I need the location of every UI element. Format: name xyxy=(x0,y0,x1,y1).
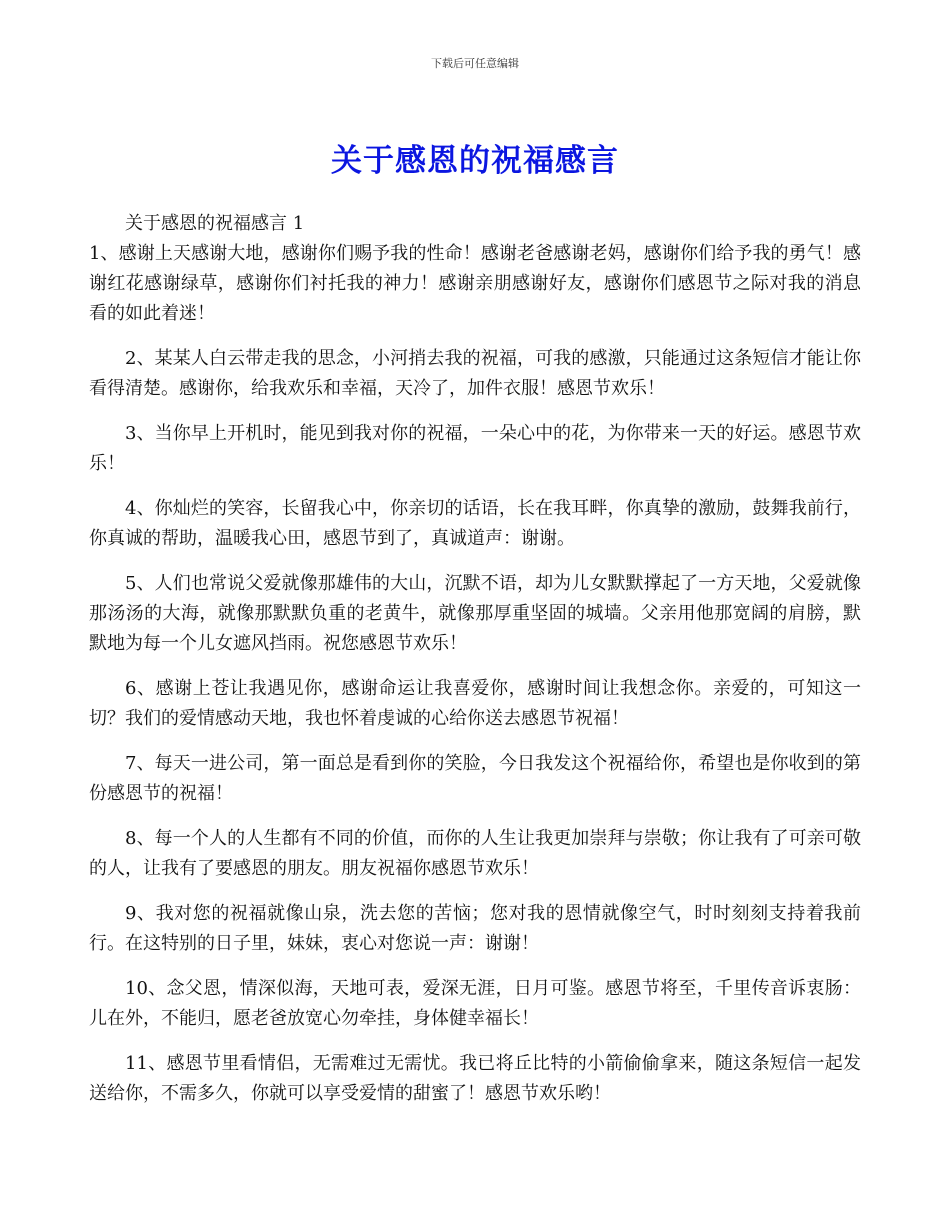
document-body xyxy=(89,209,861,1124)
paragraph-11: 11、感恩节里看情侣，无需难过无需忧。我已将丘比特的小箭偷偷拿来，随这条短信一起发送给你，不需多久，你就可以享受爱情的甜蜜了！感恩节欢乐哟！ xyxy=(89,1053,861,1104)
paragraph-9: 9、我对您的祝福就像山泉，洗去您的苦恼；您对我的恩情就像空气，时时刻刻支持着我前行。在这特别的日子里，妹妹，衷心对您说一声：谢谢！ xyxy=(89,903,861,954)
paragraph-5: 5、人们也常说父爱就像那雄伟的大山，沉默不语，却为儿女默默撑起了一方天地，父爱就像那汤汤的大海，就像那默默负重的老黄牛，就像那厚重坚固的城墙。父亲用他那宽阔的肩膀，默默地为每一个儿女遮风挡雨。祝您感恩节欢乐！ xyxy=(89,573,861,654)
header-note: 下载后可任意编辑 xyxy=(431,57,519,70)
paragraph-6: 6、感谢上苍让我遇见你，感谢命运让我喜爱你，感谢时间让我想念你。亲爱的，可知这一切？我们的爱情感动天地，我也怀着虔诚的心给你送去感恩节祝福！ xyxy=(89,678,861,729)
paragraph-2: 2、某某人白云带走我的思念，小河捎去我的祝福，可我的感激，只能通过这条短信才能让你看得清楚。感谢你，给我欢乐和幸福，天冷了，加件衣服！感恩节欢乐！ xyxy=(89,348,861,399)
paragraph-3: 3、当你早上开机时，能见到我对你的祝福，一朵心中的花，为你带来一天的好运。感恩节欢乐！ xyxy=(89,423,861,474)
paragraph-1: 1、感谢上天感谢大地，感谢你们赐予我的性命！感谢老爸感谢老妈，感谢你们给予我的勇气！感谢红花感谢绿草，感谢你们衬托我的神力！感谢亲朋感谢好友，感谢你们感恩节之际对我的消息看的如此着迷！ xyxy=(89,243,861,324)
paragraph-4: 4、你灿烂的笑容，长留我心中，你亲切的话语，长在我耳畔，你真挚的激励，鼓舞我前行，你真诚的帮助，温暖我心田，感恩节到了，真诚道声：谢谢。 xyxy=(89,498,861,549)
paragraph-7: 7、每天一进公司，第一面总是看到你的笑脸，今日我发这个祝福给你，希望也是你收到的第份感恩节的祝福！ xyxy=(89,753,861,804)
document-title: 关于感恩的祝福感言 xyxy=(331,143,619,179)
document-subtitle: 关于感恩的祝福感言 1 xyxy=(125,213,305,234)
paragraph-10: 10、念父恩，情深似海，天地可表，爱深无涯，日月可鉴。感恩节将至，千里传音诉衷肠：儿在外，不能归，愿老爸放宽心勿牵挂，身体健幸福长！ xyxy=(89,978,861,1029)
paragraph-8: 8、每一个人的人生都有不同的价值，而你的人生让我更加崇拜与崇敬；你让我有了可亲可敬的人，让我有了要感恩的朋友。朋友祝福你感恩节欢乐！ xyxy=(89,828,861,879)
